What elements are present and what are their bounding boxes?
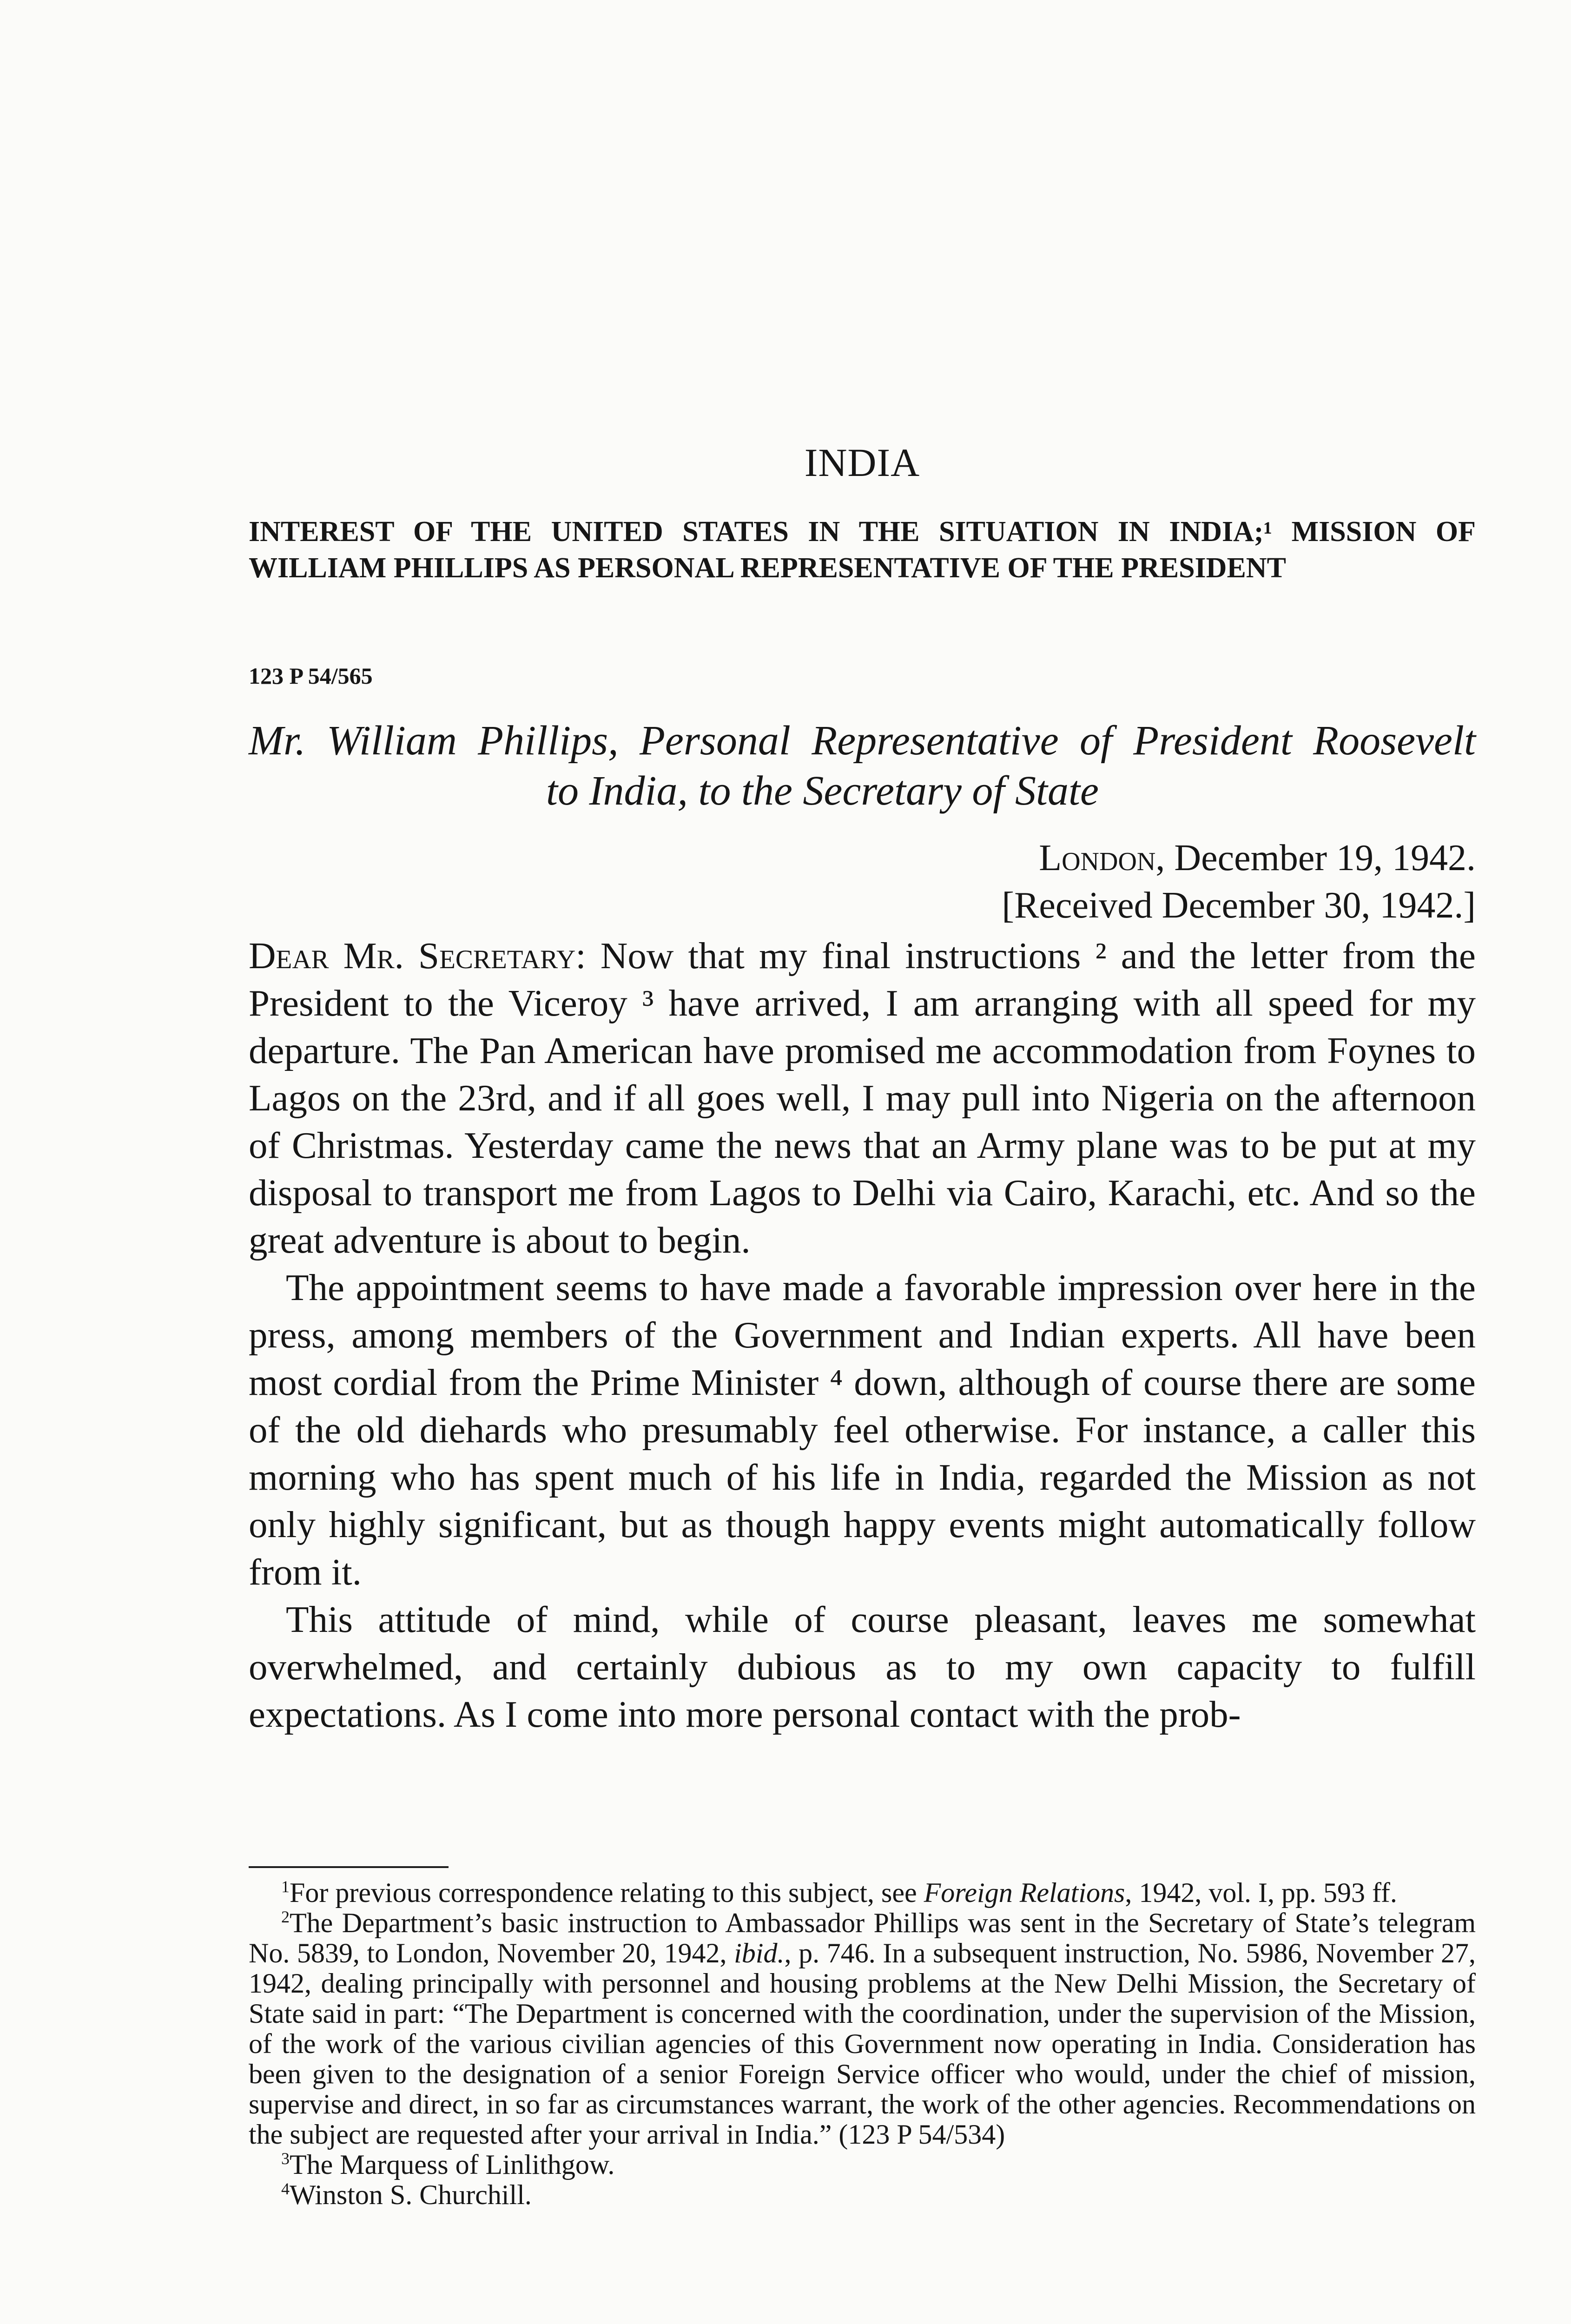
footnote-rule xyxy=(249,1866,449,1868)
paragraph-1-text: : Now that my final instructions ² and the letter from the President to the Viceroy ³ have arrived, I am arranging with all speed for my departure. The Pan American have promised me accommodation from Foynes to Lagos on the 23rd, and if all goes well, I may pull into Nigeria on the afternoon of Christmas. Yesterday came the news that an Army plane was to be put at my disposal to transport me from Lagos to Delhi via Cairo, Karachi, etc. And so the great adventure is about to begin. xyxy=(249,935,1476,1261)
letter-body xyxy=(249,932,1476,1738)
footnote-1-title: Foreign Relations xyxy=(924,1877,1125,1908)
footnote-2-ibid: ibid. xyxy=(734,1938,785,1968)
footnotes xyxy=(249,1878,1476,2210)
file-reference: 123 P 54/565 xyxy=(249,663,373,689)
footnote-3 xyxy=(249,2150,1476,2180)
footnote-1-number: 1 xyxy=(281,1877,290,1896)
dateline-place-date xyxy=(249,834,1476,882)
document-title-line1: Mr. William Phillips, Personal Representative of President Roosevelt xyxy=(249,718,1476,764)
document-title xyxy=(249,716,1476,816)
footnote-3-number: 3 xyxy=(281,2149,290,2168)
chapter-title: INDIA xyxy=(804,440,920,485)
salutation: Dear Mr. Secretary xyxy=(249,935,576,977)
footnote-2 xyxy=(249,1908,1476,2150)
body-paragraph-2: The appointment seems to have made a favorable impression over here in the press, among members of the Government and Indian experts. All have been most cordial from the Prime Minister ⁴ down, although of course there are some of the old diehards who presumably feel otherwise. For instance, a caller this morning who has spent much of his life in India, regarded the Mission as not only highly significant, but as though happy events might automatically follow from it. xyxy=(249,1267,1476,1593)
footnote-1 xyxy=(249,1878,1476,1908)
section-heading: INTEREST OF THE UNITED STATES IN THE SITUATION IN INDIA;¹ MISSION OF WILLIAM PHILLIPS AS PERSONAL REPRESENTATIVE OF THE PRESIDENT xyxy=(249,516,1476,584)
footnote-4-text: Winston S. Churchill. xyxy=(290,2179,532,2210)
dateline-place: London xyxy=(1039,838,1156,878)
document-title-line2: to India, to the Secretary of State xyxy=(546,768,1099,814)
footnote-1-post: , 1942, vol. I, pp. 593 ff. xyxy=(1125,1877,1397,1908)
footnote-3-text: The Marquess of Linlithgow. xyxy=(290,2149,615,2180)
dateline-date: , December 19, 1942. xyxy=(1155,838,1476,878)
footnote-1-pre: For previous correspondence relating to this subject, see xyxy=(290,1877,924,1908)
body-paragraph-1 xyxy=(249,932,1476,1264)
dateline xyxy=(249,834,1476,929)
body-paragraph-3: This attitude of mind, while of course pleasant, leaves me somewhat overwhelmed, and certainly dubious as to my own capacity to fulfill expectations. As I come into more personal contact with the prob- xyxy=(249,1598,1476,1735)
dateline-received: [Received December 30, 1942.] xyxy=(1002,885,1476,926)
footnote-2-pre: The Department’s basic instruction to Ambassador Phillips was sent in the Secretary of State’s telegram No. 5839, to London, November 20, 1942, xyxy=(249,1908,1476,1968)
footnote-2-number: 2 xyxy=(281,1908,290,1926)
footnote-2-post: , p. 746. In a subsequent instruction, No. 5986, November 27, 1942, dealing principally with personnel and housing problems at the New Delhi Mission, the Secretary of State said in part: “The Department is concerned with the coordination, under the supervision of the Mission, of the work of the various civilian agencies of this Government now operating in India. Consideration has been given to the designation of a senior Foreign Service officer who would, under the chief of mission, supervise and direct, in so far as circumstances warrant, the work of the other agencies. Recommendations on the subject are requested after your arrival in India.” (123 P 54/534) xyxy=(249,1938,1476,2150)
footnote-4 xyxy=(249,2180,1476,2210)
footnote-4-number: 4 xyxy=(281,2179,290,2198)
